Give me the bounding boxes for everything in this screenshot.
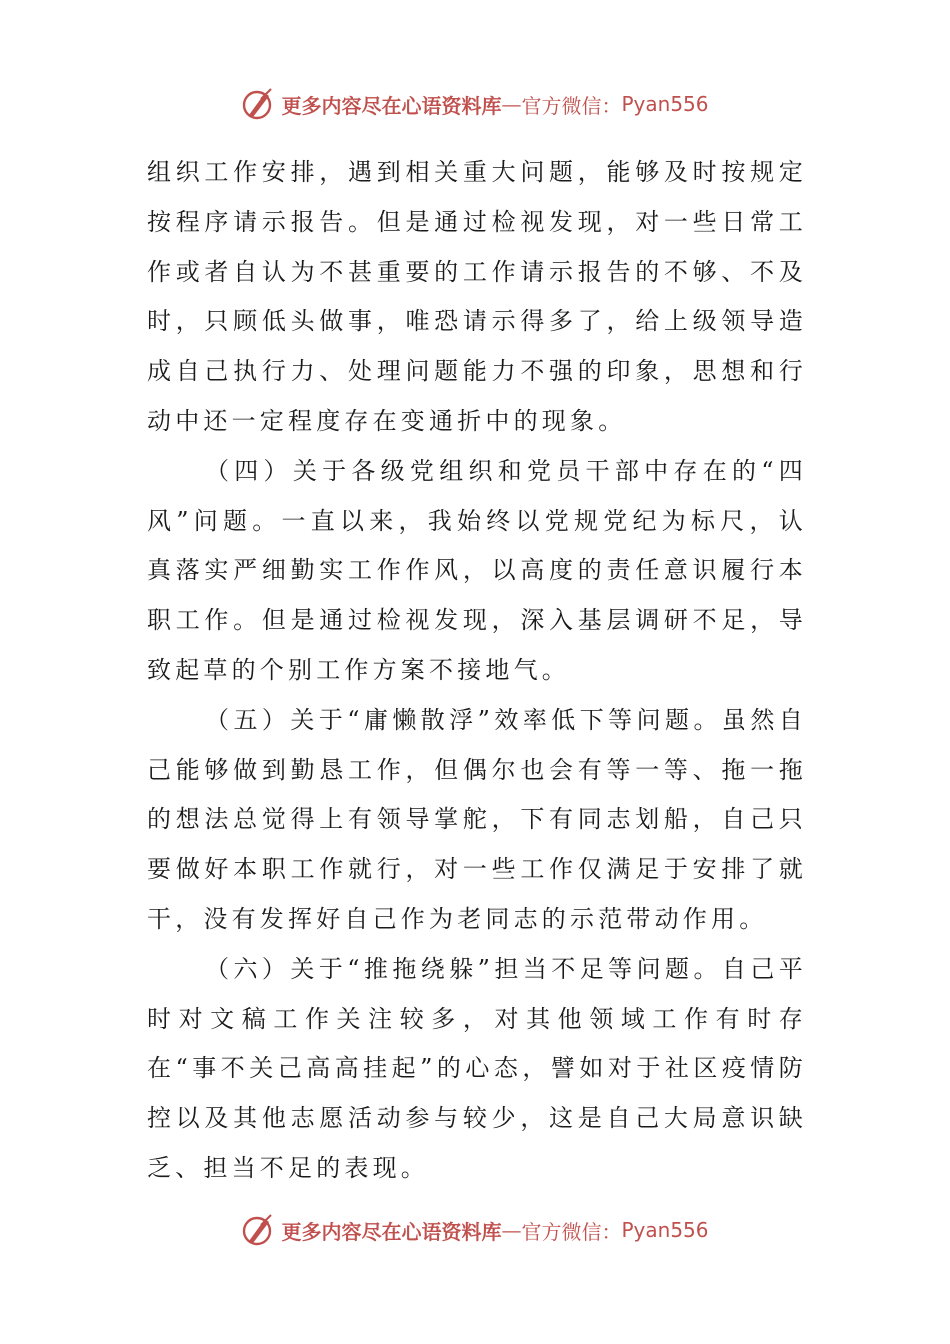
paragraph-lazy-inefficiency: （五）关于“庸懒散浮”效率低下等问题。虽然自己能够做到勤恳工作，但偶尔也会有等一等、拖一拖的想法总觉得上有领导掌舵，下有同志划船，自己只要做好本职工作就行，对一些工作仅满足于安排了就干，没有发挥好自己作为老同志的示范带动作用。 — [147, 705, 807, 933]
banner-separator: — — [501, 1218, 522, 1242]
banner-wechat-id: Pyan556 — [621, 92, 709, 116]
quill-pen-circle-icon — [241, 1213, 275, 1247]
banner-wechat-id: Pyan556 — [621, 1218, 709, 1242]
banner-wechat-label: 官方微信： — [521, 93, 622, 118]
paragraph-continuation: 组织工作安排，遇到相关重大问题，能够及时按规定按程序请示报告。但是通过检视发现，对一些日常工作或者自认为不甚重要的工作请示报告的不够、不及时，只顾低头做事，唯恐请示得多了，给上级领导造成自己执行力、处理问题能力不强的印象，思想和行动中还一定程度存在变通折中的现象。 — [147, 158, 807, 435]
paragraph-responsibility-avoidance: （六）关于“推拖绕躲”担当不足等问题。自己平时对文稿工作关注较多，对其他领域工作有时存在“事不关己高高挂起”的心态，譬如对于社区疫情防控以及其他志愿活动参与较少，这是自己大局意识缺乏、担当不足的表现。 — [147, 954, 807, 1182]
paragraph-four-winds: （四）关于各级党组织和党员干部中存在的“四风”问题。一直以来，我始终以党规党纪为标尺，认真落实严细勤实工作作风，以高度的责任意识履行本职工作。但是通过检视发现，深入基层调研不足，导致起草的个别工作方案不接地气。 — [147, 456, 807, 684]
banner-main-text: 更多内容尽在心语资料库 — [281, 93, 502, 118]
footer-watermark-banner — [0, 1208, 950, 1252]
banner-main-text: 更多内容尽在心语资料库 — [281, 1219, 502, 1244]
banner-separator: — — [501, 92, 522, 116]
document-body — [147, 148, 807, 1194]
quill-pen-circle-icon — [241, 87, 275, 121]
header-watermark-banner — [0, 82, 950, 126]
banner-wechat-label: 官方微信： — [521, 1219, 622, 1244]
